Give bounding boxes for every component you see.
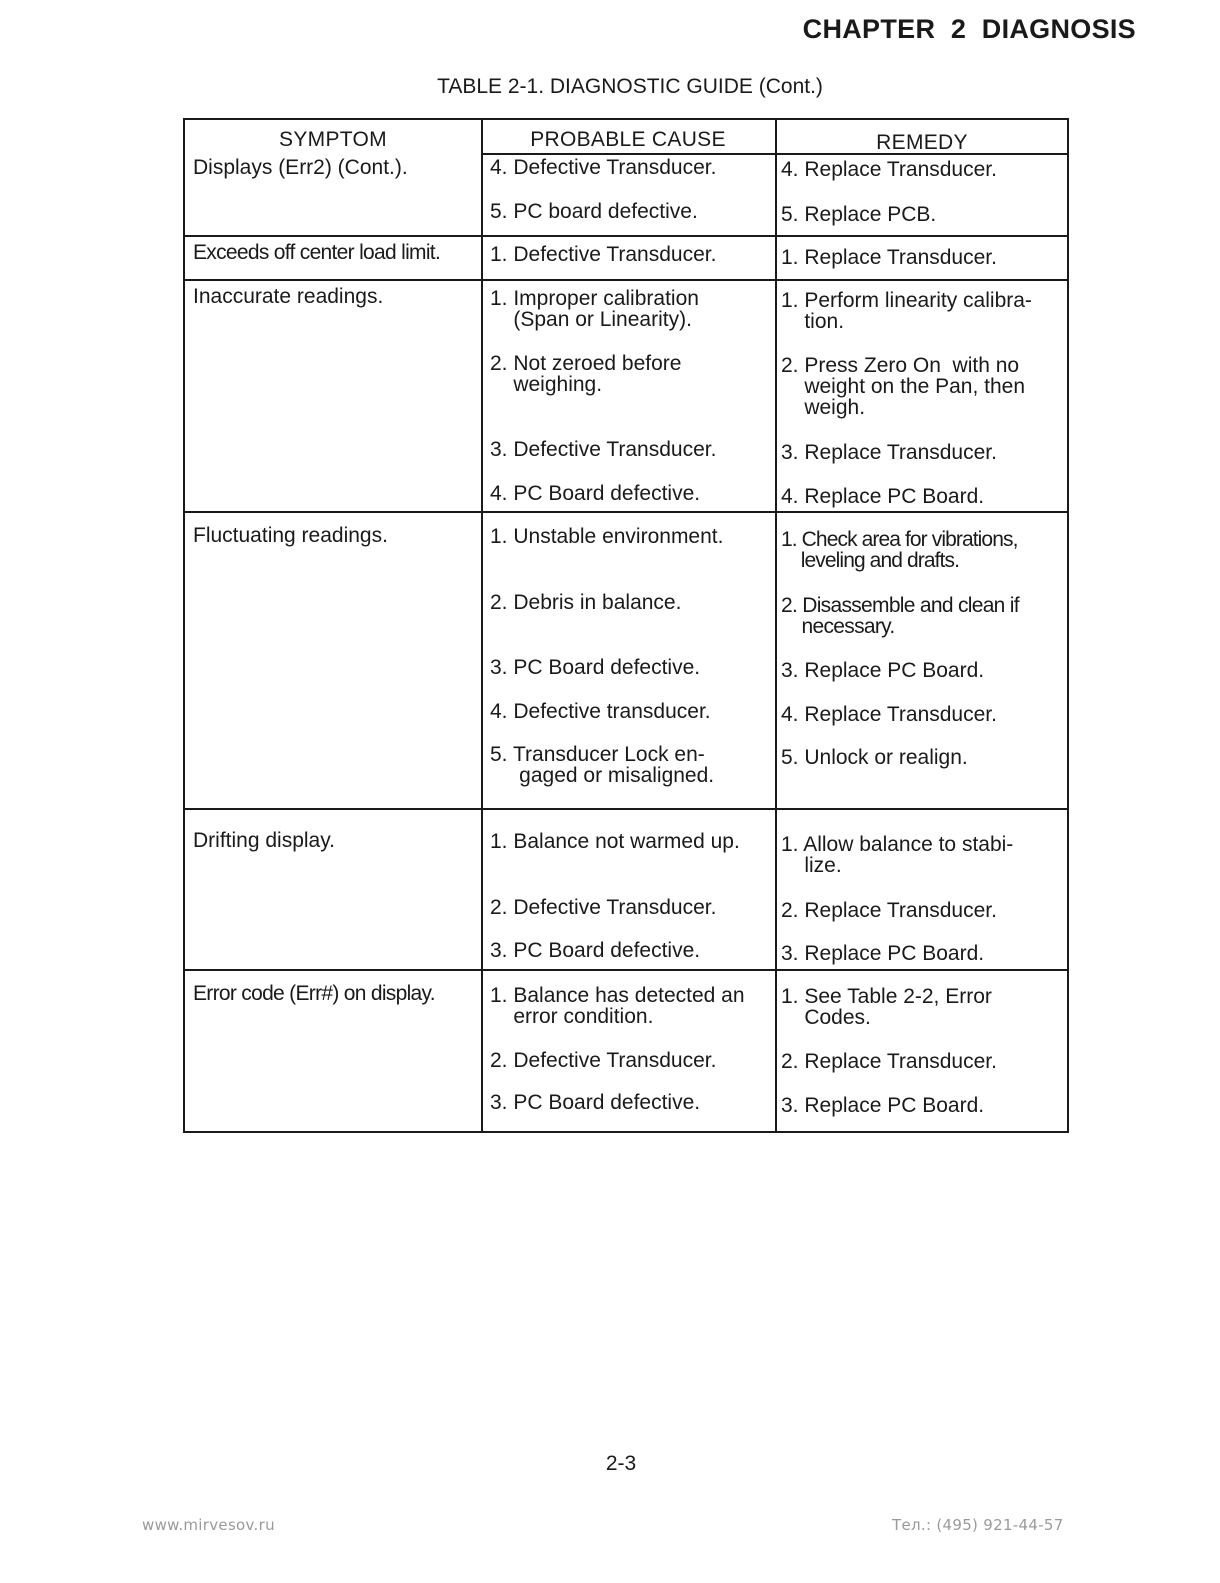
footer-phone: Тел.: (495) 921-44-57	[892, 1516, 1064, 1534]
cause-cell: 4. Defective transducer.	[490, 700, 711, 723]
symptom-cell: Drifting display.	[193, 829, 335, 852]
remedy-cell: 3. Replace PC Board.	[781, 1094, 985, 1117]
row-divider	[185, 279, 1067, 281]
chapter-heading: CHAPTER 2 DIAGNOSIS	[802, 14, 1136, 44]
cause-cell: 1. Defective Transducer.	[490, 243, 717, 266]
remedy-cell: 5. Replace PCB.	[781, 203, 937, 226]
table-title: TABLE 2-1. DIAGNOSTIC GUIDE (Cont.)	[437, 75, 823, 98]
cause-cell: 1. Unstable environment.	[490, 525, 724, 548]
row-divider	[185, 511, 1067, 513]
column-divider	[775, 120, 777, 1131]
column-header-symptom: SYMPTOM	[279, 128, 387, 151]
symptom-cell: Inaccurate readings.	[193, 285, 384, 308]
remedy-cell: 4. Replace Transducer.	[781, 703, 997, 726]
cause-cell: 2. Defective Transducer.	[490, 1049, 717, 1072]
remedy-cell: 1. Perform linearity calibra- tion.	[781, 289, 1032, 333]
symptom-cell: Fluctuating readings.	[193, 524, 388, 547]
cause-cell: 1. Balance not warmed up.	[490, 830, 740, 853]
symptom-cell: Error code (Err#) on display.	[193, 982, 435, 1005]
remedy-cell: 5. Unlock or realign.	[781, 746, 968, 769]
cause-cell: 5. Transducer Lock en- gaged or misaligned.	[490, 743, 715, 787]
remedy-cell: 1. Allow balance to stabi- lize.	[781, 833, 1014, 877]
cause-cell: 2. Debris in balance.	[490, 591, 682, 614]
page-number: 2-3	[605, 1452, 637, 1475]
cause-cell: 3. Defective Transducer.	[490, 438, 717, 461]
header-underline	[481, 153, 1067, 155]
cause-cell: 1. Balance has detected an error condition.	[490, 984, 745, 1028]
symptom-cell: Exceeds off center load limit.	[193, 241, 441, 264]
remedy-cell: 1. Replace Transducer.	[781, 246, 997, 269]
cause-cell: 2. Not zeroed before weighing.	[490, 352, 682, 396]
remedy-cell: 2. Replace Transducer.	[781, 1050, 997, 1073]
row-divider	[185, 969, 1067, 971]
cause-cell: 3. PC Board defective.	[490, 656, 701, 679]
remedy-cell: 3. Replace PC Board.	[781, 942, 985, 965]
diagnostic-guide-table	[183, 118, 1069, 1133]
remedy-cell: 3. Replace PC Board.	[781, 659, 985, 682]
remedy-cell: 1. Check area for vibrations, leveling and drafts.	[781, 528, 1018, 572]
row-divider	[185, 235, 1067, 237]
cause-cell: 5. PC board defective.	[490, 200, 698, 223]
remedy-cell: 4. Replace Transducer.	[781, 158, 997, 181]
cause-cell: 1. Improper calibration (Span or Linearity).	[490, 287, 699, 331]
remedy-cell: 2. Disassemble and clean if necessary.	[781, 594, 1019, 638]
cause-cell: 4. Defective Transducer.	[490, 156, 717, 179]
cause-cell: 2. Defective Transducer.	[490, 896, 717, 919]
remedy-cell: 2. Replace Transducer.	[781, 899, 997, 922]
remedy-cell: 3. Replace Transducer.	[781, 441, 997, 464]
symptom-cell: Displays (Err2) (Cont.).	[193, 156, 408, 179]
remedy-cell: 4. Replace PC Board.	[781, 485, 985, 508]
remedy-cell: 2. Press Zero On with no weight on the Pan, then weigh.	[781, 354, 1026, 419]
remedy-cell: 1. See Table 2-2, Error Codes.	[781, 985, 992, 1029]
column-header-cause: PROBABLE CAUSE	[530, 128, 726, 151]
cause-cell: 3. PC Board defective.	[490, 1091, 701, 1114]
row-divider	[185, 808, 1067, 810]
cause-cell: 4. PC Board defective.	[490, 482, 701, 505]
column-divider	[481, 120, 483, 1131]
cause-cell: 3. PC Board defective.	[490, 939, 701, 962]
column-header-remedy: REMEDY	[876, 131, 968, 154]
footer-website: www.mirvesov.ru	[142, 1516, 275, 1534]
